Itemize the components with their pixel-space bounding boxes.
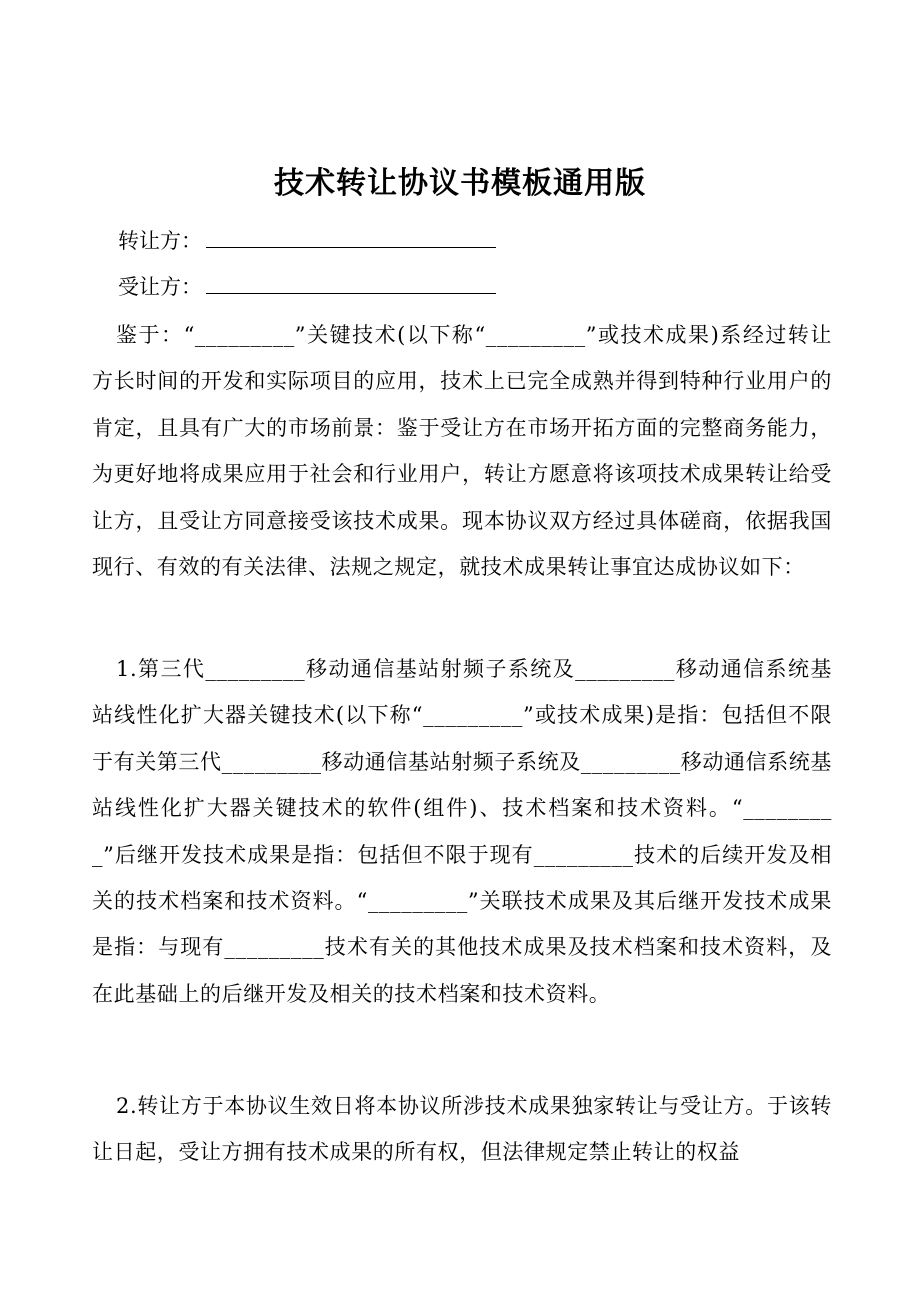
paragraph-clause-2: 2.转让方于本协议生效日将本协议所涉技术成果独家转让与受让方。于该转让日起，受让方拥有技术成果的所有权，但法律规定禁止转让的权益 <box>92 1094 832 1165</box>
transferor-blank <box>206 229 496 248</box>
transferee-blank <box>206 275 496 294</box>
transferee-label: 受让方： <box>118 275 202 299</box>
transferor-label: 转让方： <box>118 229 202 253</box>
paragraph-recital: 鉴于：“_________”关键技术(以下称“_________”或技术成果)系经过转让方长时间的开发和实际项目的应用，技术上已完全成熟并得到特种行业用户的肯定，且具有广大的市场前景：鉴于受让方在市场开拓方面的完整商务能力，为更好地将成果应用于社会和行业用户，转让方愿意将该项技术成果转让给受让方，且受让方同意接受该技术成果。现本协议双方经过具体磋商，依据我国现行、有效的有关法律、法规之规定，就技术成果转让事宜达成协议如下： <box>92 323 832 580</box>
document-title: 技术转让协议书模板通用版 <box>274 166 646 201</box>
paragraph-clause-1: 1.第三代_________移动通信基站射频子系统及_________移动通信系统基站线性化扩大器关键技术(以下称“_________”或技术成果)是指：包括但不限于有关第三代_________移动通信基站射频子系统及_________移动通信系统基站线性化扩大器关键技术的软件(组件)、技术档案和技术资料。“_________”后继开发技术成果是指：包括但不限于现有_________技术的后续开发及相关的技术档案和技术资料。“_________”关联技术成果及其后继开发技术成果是指：与现有_________技术有关的其他技术成果及技术档案和技术资料，及在此基础上的后继开发及相关的技术档案和技术资料。 <box>92 657 832 1006</box>
transferee-line <box>118 271 496 301</box>
transferor-line <box>118 225 496 255</box>
